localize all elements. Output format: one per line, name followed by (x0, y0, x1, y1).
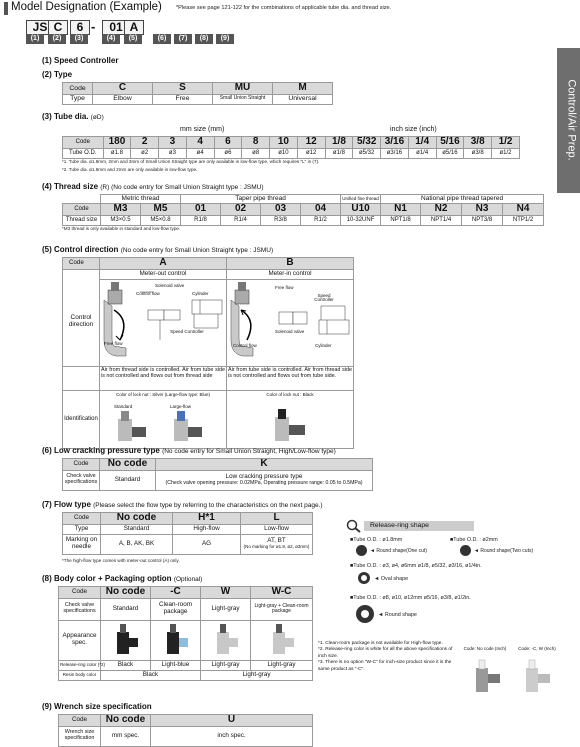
control-desc-b: Air from tube side is controlled. Air from thread side is not controlled and flows out from tube side. (227, 366, 354, 390)
thread-code-6: 04 (301, 204, 341, 216)
tube-code-6: 8 (242, 137, 270, 149)
section-7-title-main: (7) Flow type (42, 500, 91, 509)
section-8-title-sub: (Optional) (173, 576, 203, 583)
ident-a-fittings (104, 411, 224, 447)
tube-note-2: *2. Tube dia. ø1.8mm and 2mm are only available in low-flow type. (62, 167, 198, 172)
body-ring-wc: Light-gray (251, 660, 313, 670)
tube-od-11: ø3/16 (381, 148, 409, 158)
model-code-dash: - (91, 19, 96, 34)
tube-code-1: 180 (103, 137, 131, 149)
body-header-w: W (201, 587, 251, 599)
flow-needle-low (241, 534, 313, 554)
model-code-num-8: (8) (195, 34, 213, 44)
body-appear-w (201, 620, 251, 660)
tube-code-13: 5/16 (436, 137, 464, 149)
thread-code-3: 01 (181, 204, 221, 216)
section-3-title-main: (3) Tube dia. (42, 112, 89, 121)
tube-od-7: ø10 (270, 148, 298, 158)
tube-code-5: 6 (214, 137, 242, 149)
thread-code-8: N1 (381, 204, 421, 216)
model-code (30, 19, 306, 48)
cracking-k (156, 470, 373, 490)
section-4-title-main: (4) Thread size (42, 182, 99, 191)
thread-group-unified: Unified fine thread (341, 195, 381, 204)
ident-large-label: Large-flow (170, 403, 192, 409)
thread-code-11: N4 (503, 204, 544, 216)
thread-size-4: R1/4 (221, 215, 261, 225)
wrench-header-code: Code (59, 715, 101, 727)
tube-note-1: *1. Tube dia. ø1.8mm, 2mm and 3mm of Small Union Straight type are only available in low-flow type, which requires "L" in (7). (62, 159, 320, 164)
body-resin-black: Black (101, 670, 201, 680)
body-appear-wc (251, 620, 313, 660)
flow-needle-label: Marking on needle (63, 534, 101, 554)
body-header-nocode: No code (101, 587, 151, 599)
thread-group-npt: National pipe thread tapered (381, 195, 544, 204)
thread-group-metric: Metric thread (101, 195, 181, 204)
model-code-num-7: (7) (174, 34, 192, 44)
body-check-standard: Standard (101, 598, 151, 620)
fitting-lightgray-icon (213, 622, 239, 656)
release-ring-title: Release-ring shape (370, 522, 429, 529)
model-code-num-9: (9) (216, 34, 234, 44)
section-6-title-main: (6) Low cracking pressure type (42, 446, 160, 455)
body-ring-nocode: Black (101, 660, 151, 670)
section-5-title-sub: (No code entry for Small Union Straight type : JSMU) (120, 247, 274, 254)
tube-code-0: Code (63, 137, 104, 149)
model-code-box-2: C (48, 20, 68, 35)
wrench-inch: inch spec. (151, 726, 313, 746)
flow-header-code: Code (63, 513, 101, 525)
type-free: Free (153, 94, 213, 104)
meter-in-solenoid: Solenoid valve (275, 328, 305, 334)
cracking-k-line2: (Check valve opening pressure: 0.02MPa, Operating pressure range: 0.05 to 0.5MPa) (165, 479, 363, 486)
section-8-title-main: (8) Body color + Packaging option (42, 574, 172, 583)
control-name-b: Meter-in control (227, 269, 354, 279)
thread-size-6: R1/2 (301, 215, 341, 225)
section-2-title: (2) Type (42, 70, 73, 79)
magnifier-icon (346, 519, 366, 533)
ident-b-fitting (231, 407, 351, 447)
section-8-title (42, 574, 202, 583)
tube-od-1: ø1.8 (103, 148, 131, 158)
meter-in-control-flow: Control flow (233, 342, 257, 348)
meter-out-control-flow: Control flow (136, 290, 160, 296)
type-code-s: S (153, 83, 213, 95)
release-ring-panel (346, 519, 578, 633)
ring-round-icon (356, 605, 374, 623)
ident-label: Identification (63, 390, 100, 448)
cracking-header-k: K (156, 459, 373, 471)
ring-row2-shape: ◄ Oval shape (374, 576, 409, 582)
ring-row1-a: ■Tube O.D. : ø1.8mm (350, 537, 403, 543)
thread-group-taper: Taper pipe thread (181, 195, 341, 204)
tube-code-4: 4 (186, 137, 214, 149)
diagram-meter-in (227, 279, 354, 366)
section-4-title-sub: (R) (No code entry for Small Union Straight type : JSMU) (100, 184, 264, 191)
thread-size-10: NPT3/8 (462, 215, 503, 225)
thread-size-0: Thread size (63, 215, 101, 225)
type-row-label: Type (63, 94, 93, 104)
tube-code-10: 5/32 (353, 137, 381, 149)
flow-needle-standard: A, B, AK, BK (101, 534, 173, 554)
meter-out-solenoid: Solenoid valve (155, 282, 185, 288)
tube-code-2: 2 (131, 137, 159, 149)
body-resin-label: Resin body color (59, 670, 101, 680)
wrench-header-u: U (151, 715, 313, 727)
tube-od-5: ø6 (214, 148, 242, 158)
meter-in-diagram (227, 280, 354, 366)
control-code-label: Code (63, 258, 100, 270)
body-check-lightgray: Light-gray (201, 598, 251, 620)
section-6-title-sub: (No code entry for Small Union Straight, High/Low-flow type) (162, 448, 336, 455)
meter-out-speed: Speed Controller (170, 328, 204, 334)
tube-od-12: ø1/4 (408, 148, 436, 158)
tube-od-9: ø1/8 (325, 148, 353, 158)
body-appear-nocode (101, 620, 151, 660)
model-code-num-6: (6) (153, 34, 171, 44)
fitting-black-icon (113, 622, 139, 656)
thread-size-3: R1/8 (181, 215, 221, 225)
thread-size-8: NPT1/8 (381, 215, 421, 225)
section-9-title: (9) Wrench size specification (42, 702, 152, 711)
flow-header-nocode: No code (101, 513, 173, 525)
header-note: *Please see page 121-122 for the combinations of applicable tube dia. and thread size. (176, 5, 392, 11)
inch-code-c-w: Code: -C, W (Inch) (518, 646, 556, 651)
cracking-header-code: Code (63, 459, 100, 471)
tube-od-2: ø2 (131, 148, 159, 158)
tube-mm-label: mm size (mm) (180, 126, 225, 133)
ident-standard-label: Standard (114, 403, 133, 409)
tube-od-3: ø3 (159, 148, 187, 158)
type-small-union: Small Union Straight (213, 94, 273, 104)
section-6-title (42, 446, 336, 455)
flow-type-label: Type (63, 524, 101, 534)
ident-a (100, 390, 227, 448)
tube-code-9: 1/8 (325, 137, 353, 149)
body-check-lightgray-clean: Light-gray + Clean-room package (251, 598, 313, 620)
ring-row2: ■Tube O.D. : ø3, ø4, ø6mm ø1/8, ø5/32, ø3/16, ø1/4in. (350, 563, 482, 569)
body-check-clean: Clean-room package (151, 598, 201, 620)
thread-code-4: 02 (221, 204, 261, 216)
body-ring-c: Light-blue (151, 660, 201, 670)
body-appear-label: Appearance spec. (59, 620, 101, 660)
body-note-2: *2. Release-ring color is white for all the above specifications of inch size. (318, 647, 453, 659)
flow-header-h: H*1 (173, 513, 241, 525)
model-code-box-5: A (124, 20, 144, 35)
control-code-b: B (227, 258, 354, 270)
control-name-a: Meter-out control (100, 269, 227, 279)
flow-type-high: High-flow (173, 524, 241, 534)
tube-od-4: ø4 (186, 148, 214, 158)
cracking-row-label: Check valve specifications (63, 470, 100, 490)
thread-code-10: N3 (462, 204, 503, 216)
tube-od-15: ø1/2 (492, 148, 520, 158)
wrench-row-label: Wrench size specification (59, 726, 101, 746)
inch-code-nocode: Code: No code (Inch) (463, 646, 507, 651)
wrench-header-nocode: No code (101, 715, 151, 727)
type-code-mu: MU (213, 83, 273, 95)
tube-od-14: ø3/8 (464, 148, 492, 158)
thread-code-2: M5 (141, 204, 181, 216)
flow-type-standard: Standard (101, 524, 173, 534)
body-notes (318, 641, 456, 673)
section-7-title-sub: (Please select the flow type by referring to the characteristics on the next page.) (93, 502, 323, 509)
lock-nut-a: Color of lock nut : Silver (Large-flow type: Blue) (115, 391, 211, 397)
thread-size-11: NTP1/2 (503, 215, 544, 225)
flow-needle-high: AG (173, 534, 241, 554)
flow-header-l: L (241, 513, 313, 525)
model-code-num-2: (2) (48, 34, 66, 44)
cracking-k-line1: Low cracking pressure type (225, 472, 303, 480)
body-check-label: Check valve specifications (59, 598, 101, 620)
model-code-num-1: (1) (26, 34, 44, 44)
thread-size-7: 10-32UNF (341, 215, 381, 225)
thread-size-2: M5×0.8 (141, 215, 181, 225)
body-header-c: -C (151, 587, 201, 599)
body-header-wc: W-C (251, 587, 313, 599)
body-ring-label: Release-ring color (*2) (59, 660, 101, 670)
tube-code-3: 3 (159, 137, 187, 149)
type-elbow: Elbow (93, 94, 153, 104)
type-code-m: M (273, 83, 333, 95)
header-bar (4, 2, 8, 15)
ident-b (227, 390, 354, 448)
ring-round-two-cuts-icon (460, 545, 471, 556)
tube-code-14: 3/8 (464, 137, 492, 149)
body-appear-c (151, 620, 201, 660)
meter-out-cylinder: Cylinder (192, 290, 209, 296)
tube-od-13: ø5/16 (436, 148, 464, 158)
fitting-lightblue-icon (163, 622, 189, 656)
model-code-num-4: (4) (102, 34, 120, 44)
cracking-header-nocode: No code (100, 459, 156, 471)
section-5-title-main: (5) Control direction (42, 245, 119, 254)
section-3-title-sub: (øD) (90, 114, 104, 121)
meter-out-free: Free flow (104, 340, 123, 346)
thread-size-9: NPT1/4 (421, 215, 462, 225)
flow-needle-note: (No marking for ø1.8, ø2, ø3mm) (243, 543, 310, 549)
tube-inch-label: inch size (inch) (390, 126, 437, 133)
thread-code-5: 03 (261, 204, 301, 216)
thread-note: *M3 thread is only available in standard and low-flow type. (62, 226, 181, 231)
flow-type-low: Low-flow (241, 524, 313, 534)
control-row-label: Control direction (63, 279, 100, 366)
body-header-code: Code (59, 587, 101, 599)
section-5-title (42, 245, 273, 254)
type-table (62, 82, 333, 105)
tube-code-8: 12 (297, 137, 325, 149)
thread-table (62, 194, 544, 226)
page-title: Model Designation (Example) (11, 1, 162, 13)
thread-code-7: U10 (341, 204, 381, 216)
fitting-lightgray-clean-icon (269, 622, 295, 656)
tube-od-6: ø8 (242, 148, 270, 158)
diagram-meter-out (100, 279, 227, 366)
body-note-3: *3. There is no option "W-C" for inch-size product since it is the same product as "-C". (318, 660, 452, 672)
tube-code-7: 10 (270, 137, 298, 149)
tube-code-12: 1/4 (408, 137, 436, 149)
tube-code-11: 3/16 (381, 137, 409, 149)
model-code-num-3: (3) (70, 34, 88, 44)
ring-row3-shape: ◄ Round shape (378, 612, 417, 618)
wrench-table (58, 714, 313, 747)
model-code-box-3: 6 (70, 20, 90, 35)
thread-size-1: M3×0.5 (101, 215, 141, 225)
ring-row1-a-shape: ◄ Round shape(One cut) (370, 548, 427, 554)
body-ring-w: Light-gray (201, 660, 251, 670)
type-universal: Universal (273, 94, 333, 104)
model-code-num-5: (5) (124, 34, 142, 44)
model-code-box-4: 01 (102, 20, 130, 35)
meter-in-cylinder: Cylinder (315, 342, 332, 348)
control-table (62, 257, 354, 449)
tube-od-0: Tube O.D. (63, 148, 104, 158)
section-4-title (42, 182, 264, 191)
control-desc-a: Air from thread side is controlled. Air from tube side is not controlled and flows out from thread side (100, 366, 227, 390)
model-code-box-1: JS (26, 20, 54, 35)
tube-table (62, 136, 520, 159)
cracking-table (62, 458, 373, 491)
tube-od-8: ø12 (297, 148, 325, 158)
section-7-title (42, 500, 323, 509)
tube-od-10: ø5/32 (353, 148, 381, 158)
lock-nut-b: Color of lock nut : Black (266, 391, 314, 397)
thread-size-5: R3/8 (261, 215, 301, 225)
section-3-title (42, 112, 104, 121)
ring-row1-b: ■Tube O.D. : ø2mm (450, 537, 498, 543)
ring-round-one-cut-icon (356, 545, 367, 556)
flow-needle-low-value: AT, BT (267, 537, 286, 545)
inch-fittings (466, 660, 566, 700)
tube-code-15: 1/2 (492, 137, 520, 149)
control-code-a: A (100, 258, 227, 270)
ring-oval-icon (358, 572, 370, 584)
type-header-code: Code (63, 83, 93, 95)
ring-row1-b-shape: ◄ Round shape(Two cuts) (474, 548, 534, 554)
meter-in-speed: Speed Controller (314, 292, 334, 303)
wrench-mm: mm spec. (101, 726, 151, 746)
meter-in-free: Free flow (275, 284, 294, 290)
flow-table (62, 512, 313, 555)
section-1-title: (1) Speed Controller (42, 56, 119, 65)
side-tab-label: Control/Air Prep. (565, 79, 578, 161)
thread-code-9: N2 (421, 204, 462, 216)
body-color-table (58, 586, 313, 681)
thread-code-0: Code (63, 204, 101, 216)
body-resin-lightgray: Light-gray (201, 670, 313, 680)
flow-note: *The high-flow type comes with meter-out control (A) only. (62, 558, 180, 563)
cracking-standard: Standard (100, 470, 156, 490)
ring-row3: ■Tube O.D. : ø8, ø10, ø12mm ø5/16, ø3/8, ø1/2in. (350, 595, 471, 601)
body-note-1: *1. Clean-room package is not available for High-flow type. (318, 641, 443, 646)
type-code-c: C (93, 83, 153, 95)
thread-code-1: M3 (101, 204, 141, 216)
